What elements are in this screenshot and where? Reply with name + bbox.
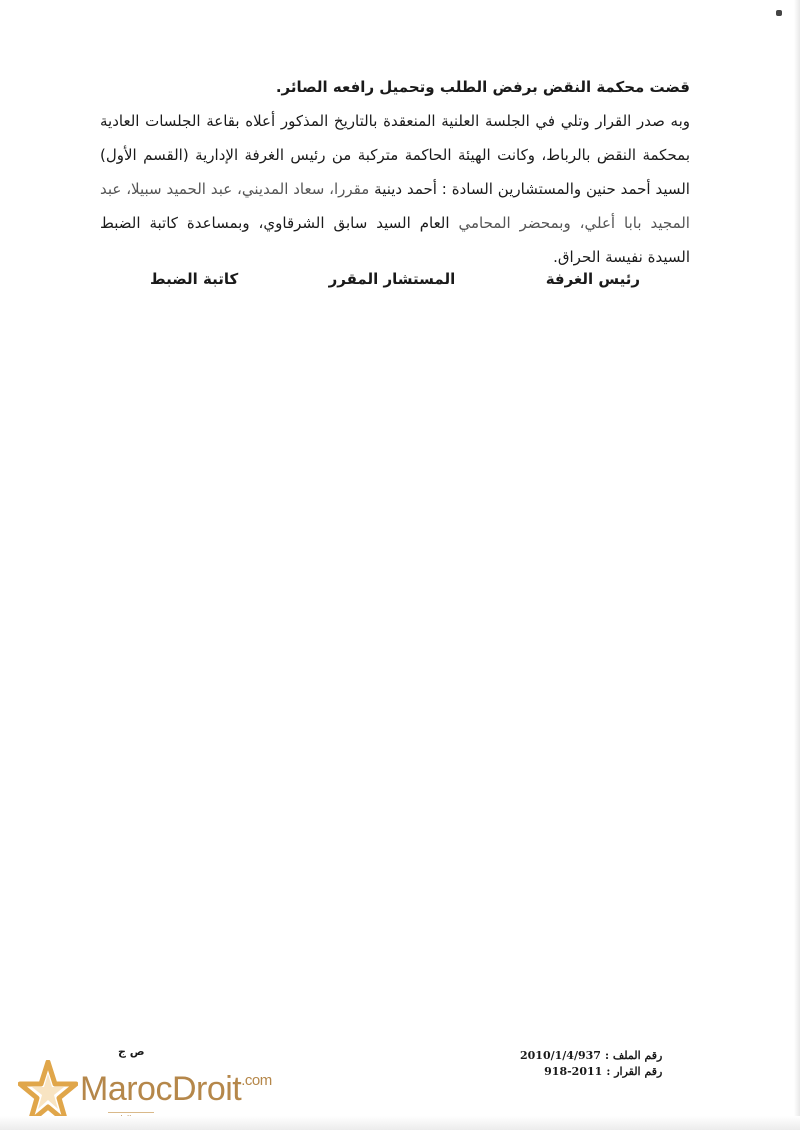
file-references	[520, 1048, 662, 1080]
decision-number-row	[520, 1064, 662, 1080]
decision-text	[100, 70, 690, 274]
session-paragraph-judges: مقررا، سعاد المديني، عبد الحميد سبيلا، عبد المجيد بابا أعلي، وبمحضر المحامي	[100, 180, 690, 232]
signature-clerk: كاتبة الضبط	[150, 270, 239, 288]
decision-number-value: 918-2011	[544, 1065, 603, 1078]
file-number-row	[520, 1048, 662, 1064]
brand-suffix: .com	[241, 1072, 272, 1089]
verdict-line: قضت محكمة النقض برفض الطلب وتحميل رافعه الصائر.	[275, 78, 690, 96]
brand-name: MarocDroit	[80, 1070, 242, 1108]
session-paragraph-end: العام السيد سابق الشرقاوي، وبمساعدة كاتبة الضبط السيدة نفيسة الحراق.	[100, 214, 690, 266]
scan-corner-mark	[776, 10, 782, 16]
session-paragraph-main: وبه صدر القرار وتلي في الجلسة العلنية المنعقدة بالتاريخ المذكور أعلاه بقاعة الجلسات العادية بمحكمة النقض بالرباط، وكانت الهيئة الحاكمة متركبة من رئيس الغرفة الإدارية (القسم الأول) السيد أحمد حنين والمستشارين السادة : أحمد دينية	[100, 112, 690, 198]
brand-wordmark	[80, 1070, 272, 1109]
file-number-value: 2010/1/4/937	[520, 1049, 601, 1062]
decision-number-label: رقم القرار :	[606, 1065, 663, 1078]
signature-rapporteur: المستشار المقرر	[328, 270, 456, 288]
scan-bottom-band	[0, 1116, 800, 1130]
file-number-label: رقم الملف :	[604, 1049, 663, 1062]
signature-chamber-president: رئيس الغرفة	[545, 270, 640, 288]
page-edge-shadow	[794, 0, 800, 1130]
session-paragraph	[100, 104, 690, 274]
footer-initials: ص ج	[118, 1045, 145, 1058]
signature-block	[150, 270, 640, 288]
